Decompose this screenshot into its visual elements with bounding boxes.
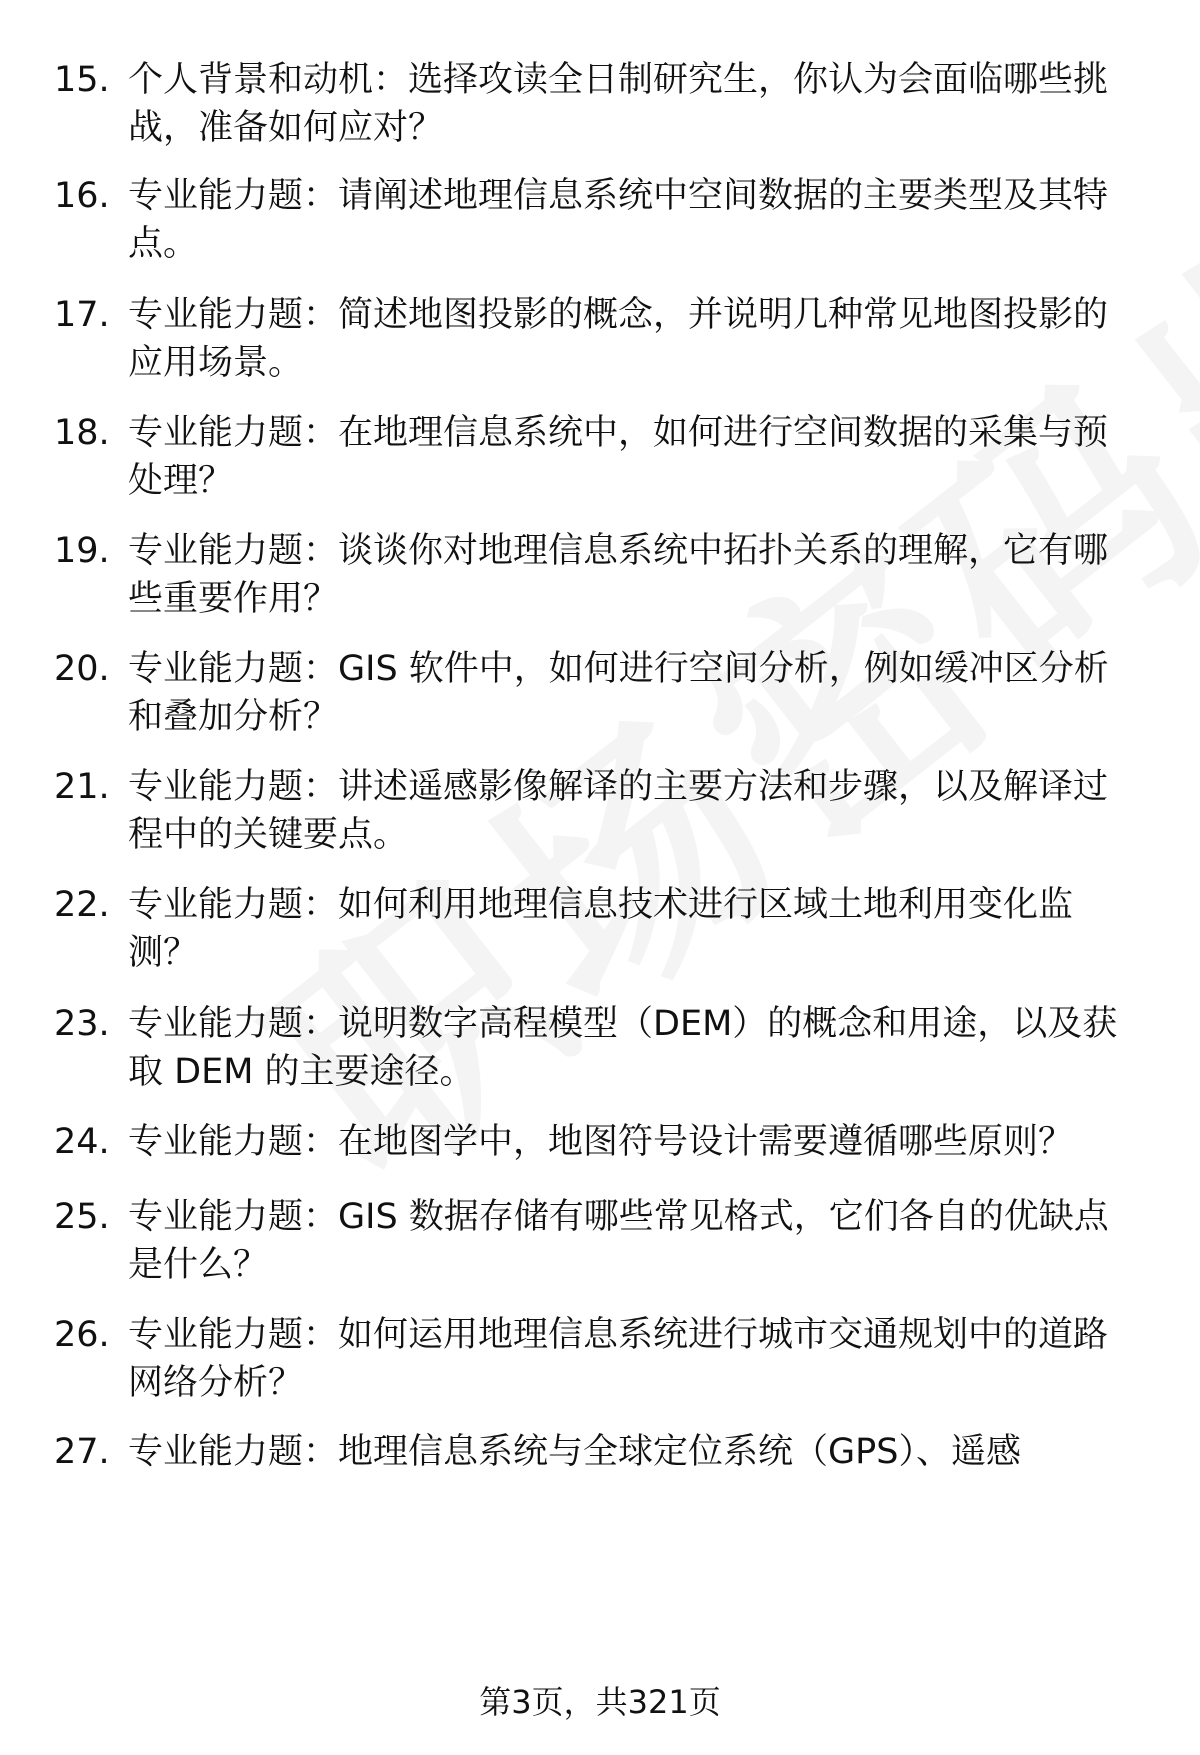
question-number: 27. <box>54 1432 110 1472</box>
question-number: 19. <box>54 531 110 571</box>
question-text: 专业能力题：在地图学中，地图符号设计需要遵循哪些原则？ <box>128 1122 1074 1162</box>
question-text: 专业能力题：GIS 软件中，如何进行空间分析，例如缓冲区分析 和叠加分析？ <box>128 649 1109 737</box>
question-text: 专业能力题：谈谈你对地理信息系统中拓扑关系的理解，它有哪 些重要作用？ <box>128 531 1109 619</box>
page-footer: 第3页，共321页 <box>479 1683 721 1721</box>
question-number: 17. <box>54 295 110 335</box>
question-number: 18. <box>54 413 110 453</box>
question-number: 15. <box>54 60 110 100</box>
question-text: 专业能力题：讲述遥感影像解译的主要方法和步骤，以及解译过 程中的关键要点。 <box>128 767 1109 855</box>
question-number: 20. <box>54 649 110 689</box>
question-text: 专业能力题：在地理信息系统中，如何进行空间数据的采集与预 处理？ <box>128 413 1109 501</box>
question-text: 专业能力题：如何利用地理信息技术进行区域土地利用变化监 测？ <box>128 885 1074 973</box>
question-text: 专业能力题：说明数字高程模型（DEM）的概念和用途，以及获 取 DEM 的主要途径。 <box>128 1004 1118 1092</box>
question-text: 专业能力题：如何运用地理信息系统进行城市交通规划中的道路 网络分析？ <box>128 1315 1109 1403</box>
question-number: 26. <box>54 1315 110 1355</box>
question-text: 专业能力题：GIS 数据存储有哪些常见格式，它们各自的优缺点 是什么？ <box>128 1197 1109 1285</box>
question-number: 21. <box>54 767 110 807</box>
question-number: 25. <box>54 1197 110 1237</box>
question-number: 23. <box>54 1004 110 1044</box>
question-text: 专业能力题：简述地图投影的概念，并说明几种常见地图投影的 应用场景。 <box>128 295 1109 383</box>
question-text: 专业能力题：地理信息系统与全球定位系统（GPS）、遥感 <box>128 1432 1021 1472</box>
question-number: 22. <box>54 885 110 925</box>
question-text: 个人背景和动机：选择攻读全日制研究生，你认为会面临哪些挑 战，准备如何应对？ <box>128 60 1109 148</box>
question-text: 专业能力题：请阐述地理信息系统中空间数据的主要类型及其特 点。 <box>128 176 1109 264</box>
question-number: 24. <box>54 1122 110 1162</box>
question-number: 16. <box>54 176 110 216</box>
